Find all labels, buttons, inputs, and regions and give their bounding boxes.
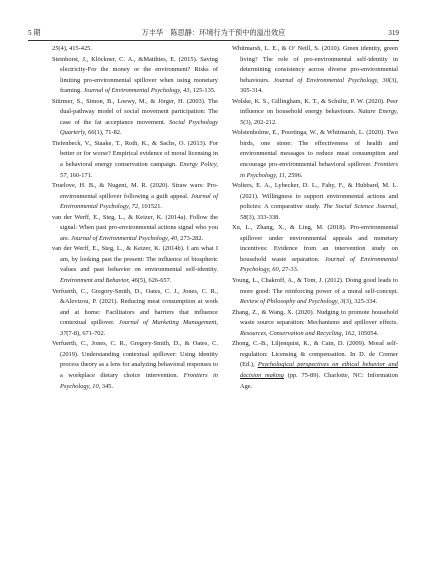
reference-text: Journal of Environmental Psychology, 43 <box>83 87 190 95</box>
reference-text: Frontiers in Psychology, 11 <box>240 161 398 179</box>
reference-text: (7-8), 671-702. <box>66 329 106 337</box>
page-number: 319 <box>388 29 399 37</box>
reference-text: Journal of Environmental Psychology, 40 <box>71 234 178 242</box>
reference-text: 25 <box>52 45 59 52</box>
reference-text: (4), 415-425. <box>58 45 92 52</box>
reference-text: (1), 71-82. <box>94 129 122 137</box>
reference-text: The Social Science Journal, 58 <box>240 203 398 221</box>
reference-text: Nature Energy, 5 <box>240 108 398 126</box>
reference-column-right <box>232 44 398 392</box>
reference-text: Verfuerth, C., Gregory-Smith, D., Oates, C. J., Jones, C. R., &Alevizou, P. (2021). Reducing meat consumption at work and at home: Facilitators and barriers that influence contextual spillover. <box>52 287 218 327</box>
reference-text: Wolske, K. S., Gillingham, K. T., & Schultz, P. W. (2020). Peer influence on household energy behaviours. <box>232 97 398 116</box>
reference-entry <box>52 213 218 245</box>
reference-text: (5), 626-657. <box>137 277 172 285</box>
reference-entry <box>52 55 218 97</box>
reference-text: , 273-282. <box>177 234 204 242</box>
reference-text: Zhong, C.-B., Liljenquist, K., & Cain, D. (2009). Moral self-regulation: Licensing & compensation. In D. de Cremer (Ed.), <box>232 340 398 369</box>
reference-text: Energy Policy, 57 <box>60 161 218 179</box>
reference-text: , 101521. <box>138 203 163 211</box>
reference-entry <box>232 223 398 276</box>
reference-text: van der Werff, E., Steg, L., & Keizer, K. (2014a). Follow the signal: When past pro-environmental actions signal who you are. <box>52 213 218 242</box>
reference-text: Wolstenholme, E., Poortinga, W., & Whitmarsh, L. (2020). Two birds, one stone: The effectiveness of health and environmental messages to reduce meat consumption and encourage pro-environmental behavioral spillover. <box>232 129 398 169</box>
reference-text: Review of Philosophy and Psychology, 3 <box>240 298 344 306</box>
reference-text: Zhang, Z., & Wang, X. (2020). Nudging to promote household waste source separation: Mechanisms and spillover effects. <box>232 308 398 327</box>
reference-text: , 105054. <box>354 329 379 337</box>
reference-text: Psychological perspectives on ethical behavior and decision making <box>240 361 398 379</box>
reference-entry <box>232 308 398 340</box>
reference-text: , 125-135. <box>189 87 216 95</box>
reference-entry <box>52 181 218 213</box>
reference-text: Xu, L., Zhang, X., & Ling, M. (2018). Pro-environmental spillover under environmental appeals and monetary incentives: Evidence from an intervention study on household waste separation. <box>232 224 398 263</box>
reference-text: Young, L., Chakroff, A., & Tom, J. (2012). Doing good leads to more good: The reinforcing power of a moral self-concept. <box>232 277 398 295</box>
reference-entry <box>52 44 218 55</box>
reference-text: Journal of Environmental Psychology, 72 <box>60 192 218 211</box>
reference-entry <box>232 276 398 308</box>
reference-text: , 160-171. <box>66 171 93 179</box>
reference-text: Resources, Conservation and Recycling, 162 <box>240 329 355 337</box>
header-rule <box>28 40 399 41</box>
reference-text: (3), 333-338. <box>246 213 280 221</box>
reference-entry <box>232 97 398 129</box>
reference-text: Steinhorst, J., Klöckner, C. A., &Matthies, E. (2015). Saving electricity-For the money or the environment? Risks of limiting pro-environmental spillover when using monetary framing. <box>52 55 218 95</box>
issue-number: 5 期 <box>28 29 41 37</box>
reference-entry <box>52 97 218 139</box>
reference-text: Wolters, E. A., Lybecker, D. L., Fahy, F., & Hubbard, M. L. (2021). Willingness to support environmental actions and policies: A comparative study. <box>232 182 398 211</box>
reference-entry <box>232 44 398 97</box>
reference-entry <box>232 181 398 223</box>
reference-text: Frontiers in Psychology, 10 <box>60 371 218 390</box>
reference-entry <box>232 339 398 392</box>
reference-column-left <box>52 44 218 392</box>
reference-text: , 2596. <box>284 171 303 179</box>
reference-entry <box>52 287 218 340</box>
reference-entry <box>52 139 218 181</box>
reference-text: Environment and Behavior, 46 <box>60 277 138 285</box>
reference-text: van der Werff, E., Steg, L., & Keizer, K. (2014b). I am what I am, by looking past the present: The influence of biospheric values and past behavior on environmental self-identity. <box>52 245 218 274</box>
reference-text: Whitmarsh, L. E., & O’ Neill, S. (2010). Green identity, green living? The role of pro-environmental self-identity in determining consistency across diverse pro-environmental behaviours. <box>232 45 398 84</box>
reference-text: Journal of Marketing Management, 37 <box>60 319 218 337</box>
reference-text: , 345. <box>98 382 114 390</box>
reference-text: Social Psychology Quarterly, 66 <box>60 118 218 137</box>
reference-text: Truelove, H. B., & Nugent, M. R. (2020). Straw wars: Pro-environmental spillover following a guilt appeal. <box>52 182 218 200</box>
running-title: 万丰华 陈思静：环境行为干预中的溢出效应 <box>141 29 286 37</box>
reference-text: Tiefenbeck, V., Staake, T., Roth, K., & Sachs, O. (2013). For better or for worse? Empirical evidence of moral licensing in a behavioral energy conservation campaign. <box>52 139 218 169</box>
reference-text: (pp. 75-89). Charlotte, NC: Information Age. <box>240 371 398 390</box>
reference-text: Journal of Environmental Psychology, 30 <box>273 76 389 84</box>
reference-text: Verfuerth, C., Jones, C. R., Gregory-Smith, D., & Oates, C. (2019). Understanding contextual spillover: Using identity process theory as a lens for analyzing behavioral responses to a workplace dietary choice intervention. <box>52 340 218 379</box>
reference-entry <box>52 244 218 286</box>
reference-text: Journal of Environmental Psychology, 60 <box>240 255 398 274</box>
reference-text: (3), 325-334. <box>343 298 378 306</box>
reference-text: Stürmer, S., Simon, B., Loewy, M., & Jörger, H. (2003). The dual-pathway model of social movement participation: The case of the fat acceptance movement. <box>52 97 218 126</box>
reference-text: (3), 305-314. <box>240 76 398 95</box>
reference-text: , 27-33. <box>278 266 299 274</box>
reference-text: (3), 202-212. <box>243 118 277 126</box>
reference-entry <box>52 339 218 392</box>
running-header <box>28 27 399 39</box>
reference-entry <box>232 128 398 181</box>
